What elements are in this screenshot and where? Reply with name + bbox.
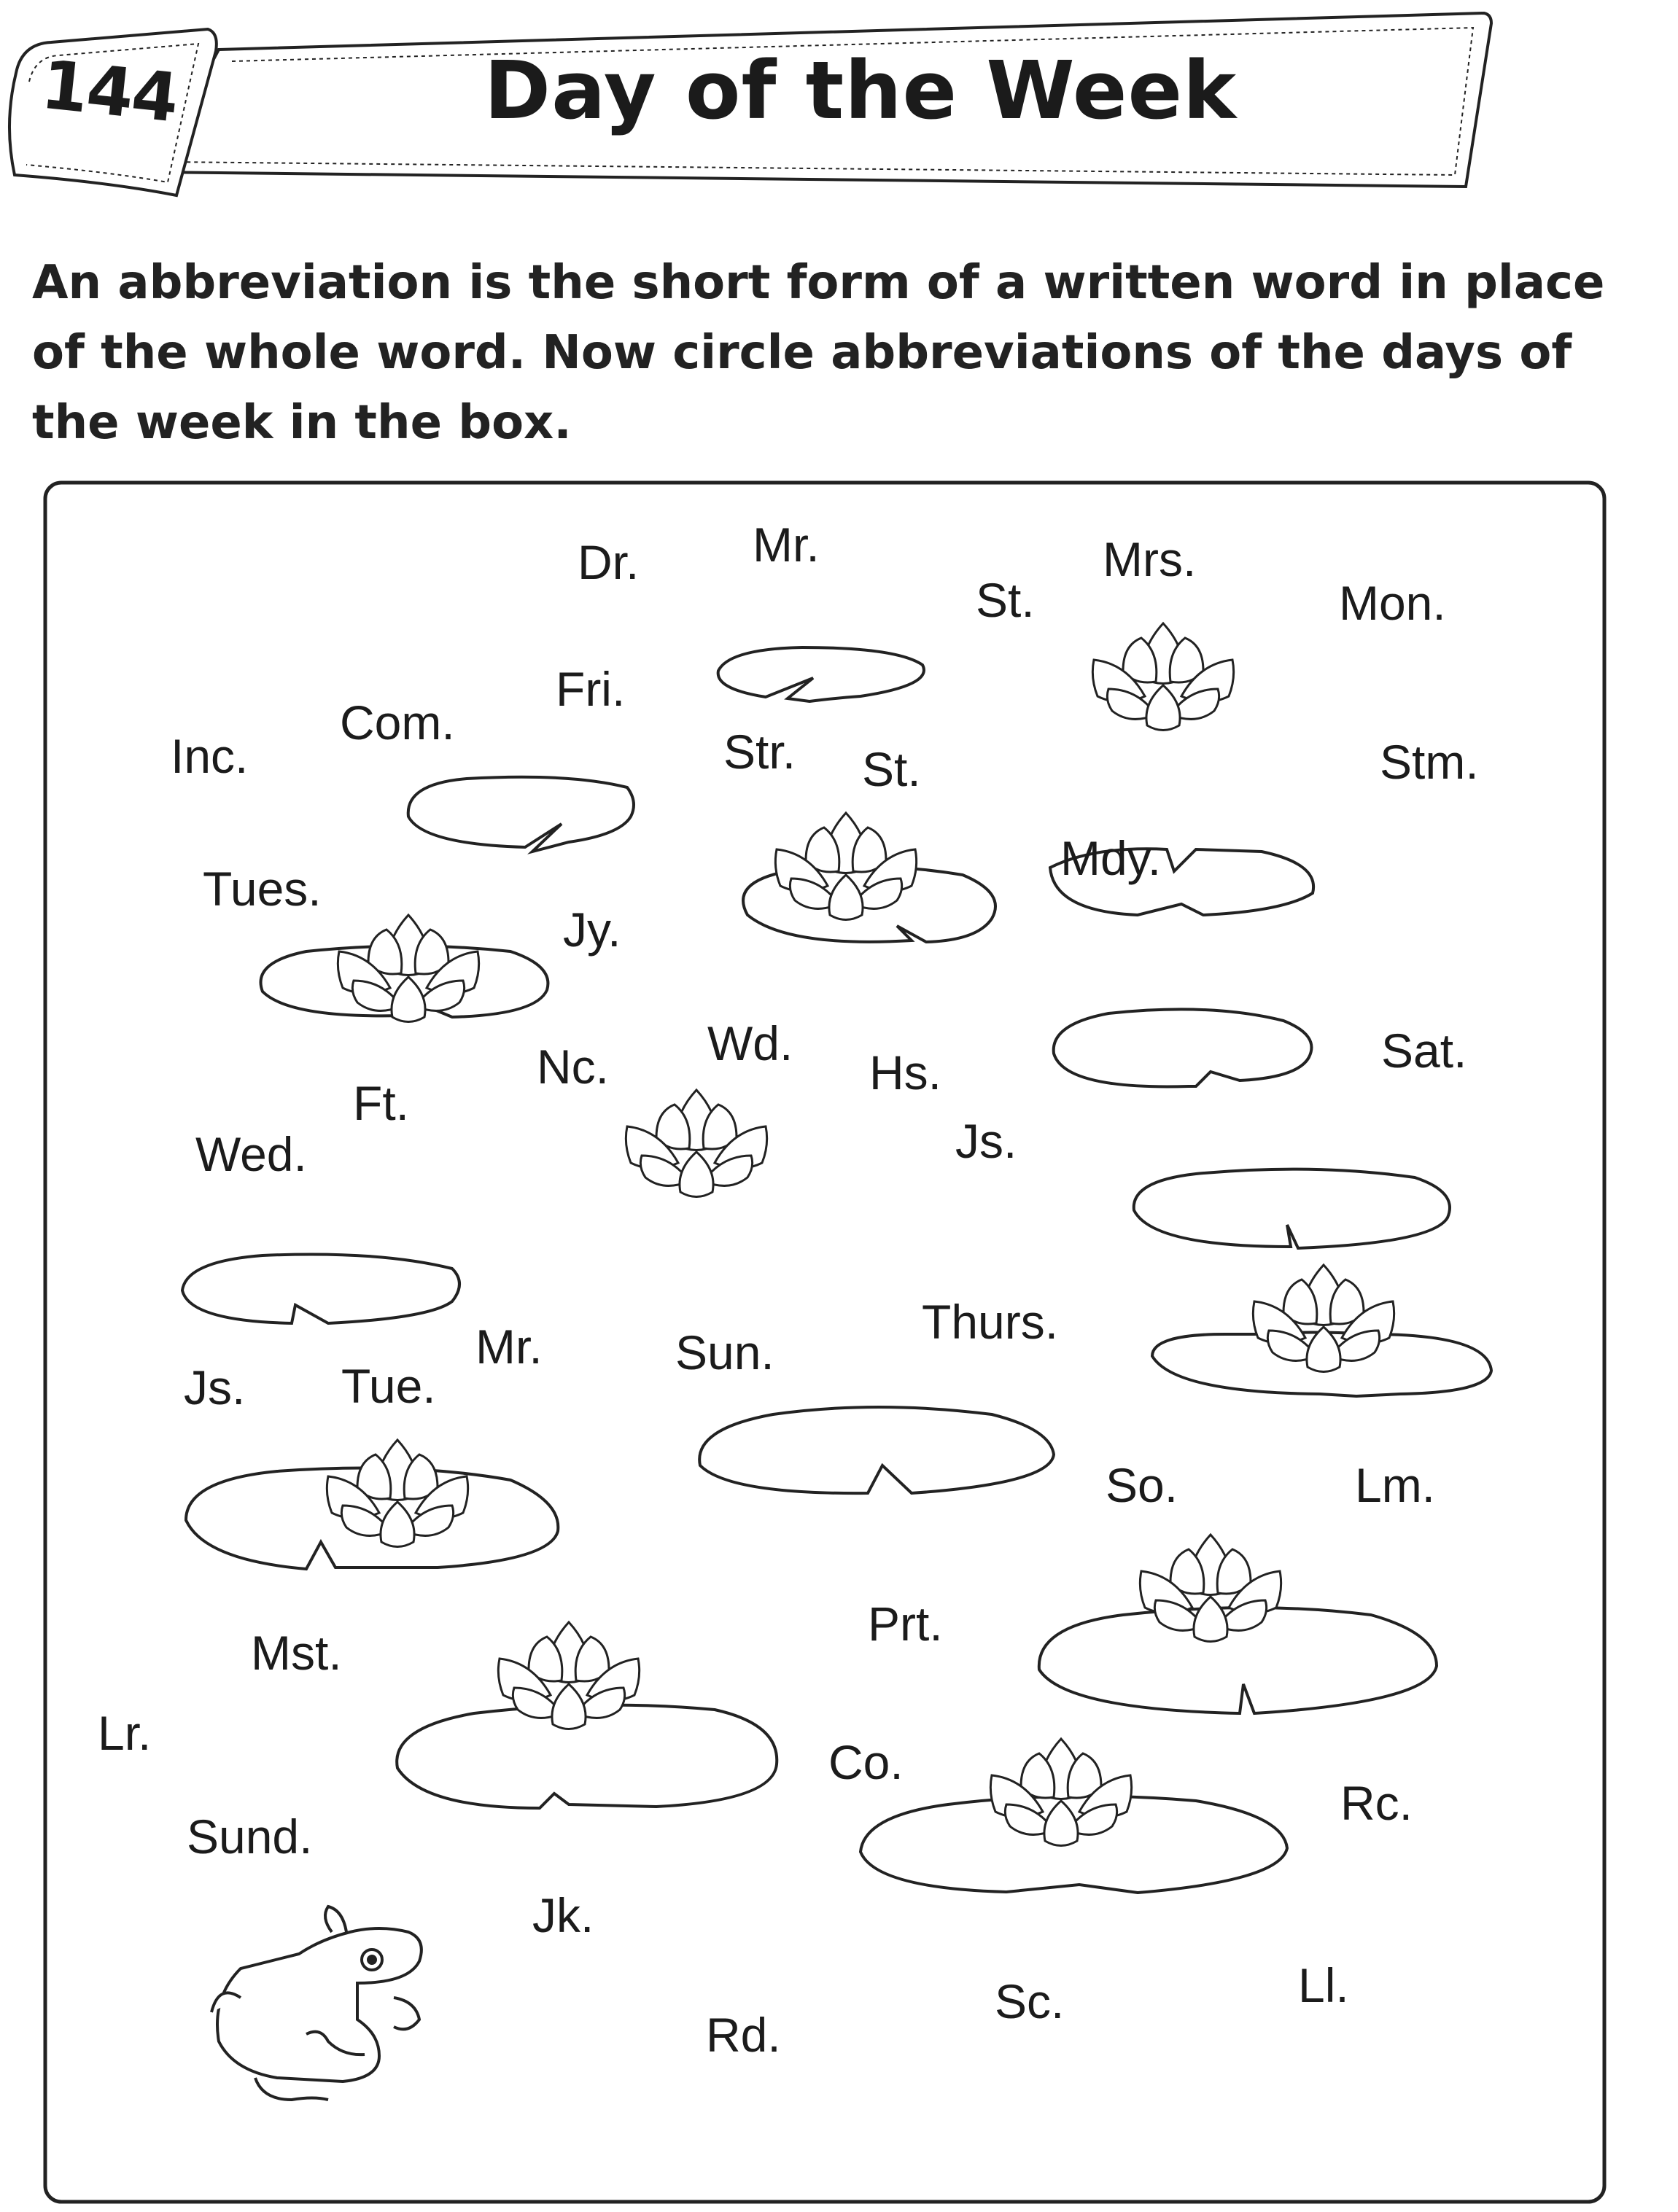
lily-pad: [699, 1407, 1054, 1493]
lily-pad: [397, 1705, 777, 1808]
word-stm[interactable]: Stm.: [1380, 735, 1479, 789]
word-so[interactable]: So.: [1106, 1458, 1178, 1512]
word-js[interactable]: Js.: [184, 1360, 246, 1414]
word-str[interactable]: Str.: [723, 725, 796, 779]
word-jy[interactable]: Jy.: [563, 903, 621, 957]
word-sat[interactable]: Sat.: [1381, 1024, 1467, 1078]
instructions-text: An abbreviation is the short form of a written word in place of the whole word. Now circle abbreviations of the days of the week in the box.: [32, 256, 1605, 450]
word-thurs[interactable]: Thurs.: [922, 1295, 1059, 1349]
word-mrs[interactable]: Mrs.: [1103, 532, 1197, 586]
word-wd[interactable]: Wd.: [707, 1016, 793, 1070]
word-st[interactable]: St.: [862, 742, 921, 796]
word-tues[interactable]: Tues.: [203, 862, 322, 916]
word-st[interactable]: St.: [976, 573, 1035, 627]
word-inc[interactable]: Inc.: [171, 729, 249, 783]
word-jk[interactable]: Jk.: [532, 1888, 594, 1942]
lily-pad: [1054, 1009, 1312, 1086]
word-dr[interactable]: Dr.: [578, 535, 640, 589]
lotus-flower: [1092, 623, 1233, 731]
word-ll[interactable]: Ll.: [1298, 1958, 1349, 2012]
lily-pad: [861, 1796, 1287, 1893]
word-wed[interactable]: Wed.: [195, 1127, 307, 1181]
lily-pad: [182, 1254, 459, 1323]
word-sun[interactable]: Sun.: [675, 1325, 774, 1379]
word-mr[interactable]: Mr.: [475, 1320, 543, 1374]
word-sund[interactable]: Sund.: [187, 1810, 313, 1864]
word-mst[interactable]: Mst.: [251, 1626, 342, 1680]
page-title: Day of the Week: [483, 44, 1238, 137]
word-prt[interactable]: Prt.: [868, 1597, 943, 1651]
page-number: 144: [37, 45, 182, 138]
frog-illustration: [211, 1907, 422, 2100]
word-com[interactable]: Com.: [340, 696, 455, 749]
word-co[interactable]: Co.: [828, 1735, 904, 1789]
word-rc[interactable]: Rc.: [1340, 1776, 1413, 1830]
word-js[interactable]: Js.: [955, 1114, 1017, 1168]
word-tue[interactable]: Tue.: [341, 1359, 436, 1413]
word-hs[interactable]: Hs.: [869, 1045, 941, 1099]
lily-pad: [1134, 1169, 1450, 1248]
word-mdy[interactable]: Mdy.: [1060, 831, 1162, 885]
lily-pad: [718, 647, 924, 701]
word-ft[interactable]: Ft.: [353, 1076, 409, 1130]
lotus-flower: [626, 1090, 766, 1197]
lily-pad: [408, 777, 634, 852]
word-mr[interactable]: Mr.: [753, 518, 820, 572]
word-fri[interactable]: Fri.: [556, 662, 626, 716]
word-nc[interactable]: Nc.: [537, 1040, 609, 1094]
word-mon[interactable]: Mon.: [1339, 576, 1446, 630]
word-lr[interactable]: Lr.: [98, 1706, 152, 1760]
word-rd[interactable]: Rd.: [706, 2008, 781, 2062]
word-sc[interactable]: Sc.: [995, 1974, 1065, 2028]
word-lm[interactable]: Lm.: [1355, 1458, 1436, 1512]
